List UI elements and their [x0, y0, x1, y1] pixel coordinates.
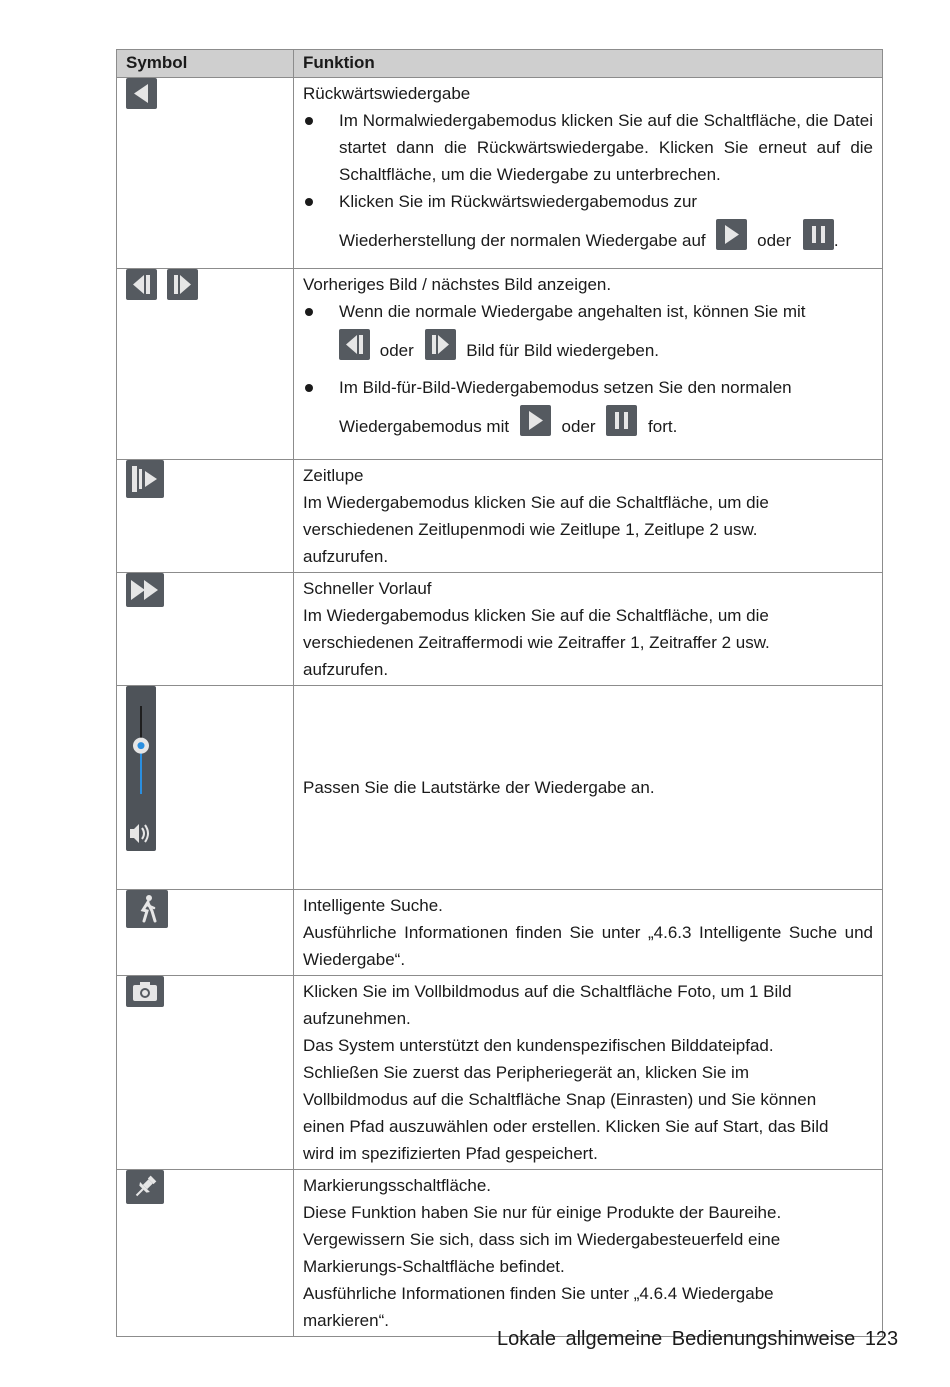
pause-icon — [606, 405, 637, 436]
row-title: Rückwärtswiedergabe — [303, 84, 471, 103]
row-title: Markierungsschaltfläche. — [303, 1176, 492, 1195]
table-row — [117, 1170, 883, 1337]
previous-frame-icon — [339, 329, 370, 360]
page-number: 123 — [864, 1328, 899, 1350]
next-frame-icon — [425, 329, 456, 360]
symbol-function-table — [116, 49, 883, 1337]
smart-search-icon — [126, 890, 168, 928]
symbol-cell — [117, 1170, 294, 1337]
list-item: Im Bild-für-Bild-Wiedergabemodus setzen Sie den normalen Wiedergabemodus mit oder fort. — [303, 374, 873, 450]
play-icon — [520, 405, 551, 436]
footer-section-title: Lokale allgemeine Bedienungshinweise — [497, 1328, 856, 1350]
symbol-cell — [117, 269, 294, 460]
symbol-cell — [117, 573, 294, 686]
symbol-cell — [117, 78, 294, 269]
table-row — [117, 78, 883, 269]
table-row — [117, 686, 883, 890]
row-title: Zeitlupe — [303, 466, 364, 485]
row-title: Schneller Vorlauf — [303, 579, 432, 598]
volume-slider-icon[interactable] — [126, 686, 156, 851]
header-function: Funktion — [294, 50, 883, 78]
function-cell — [294, 269, 883, 460]
slow-motion-icon — [126, 460, 164, 498]
fast-forward-icon — [126, 573, 164, 607]
function-cell: Passen Sie die Lautstärke der Wiedergabe an. — [294, 686, 883, 890]
list-item: Wenn die normale Wiedergabe angehalten ist, können Sie mit oder Bild für Bild wiedergeben. — [303, 298, 873, 374]
pause-icon — [803, 219, 834, 250]
header-symbol: Symbol — [117, 50, 294, 78]
list-item: Klicken Sie im Rückwärtswiedergabemodus zur Wiederherstellung der normalen Wiedergabe auf oder . — [303, 188, 873, 264]
function-cell — [294, 78, 883, 269]
camera-icon — [126, 976, 164, 1007]
pin-mark-icon — [126, 1170, 164, 1204]
function-cell: Schneller Vorlauf Im Wiedergabemodus klicken Sie auf die Schaltfläche, um die verschiedenen Zeitraffermodi wie Zeitraffer 1, Zeitraffer 2 usw. aufzurufen. — [294, 573, 883, 686]
speaker-icon — [130, 824, 148, 843]
symbol-cell — [117, 460, 294, 573]
table-row — [117, 269, 883, 460]
symbol-cell — [117, 976, 294, 1170]
row-title: Vorheriges Bild / nächstes Bild anzeigen. — [303, 275, 612, 294]
page-footer — [497, 1328, 898, 1351]
function-cell: Klicken Sie im Vollbildmodus auf die Schaltfläche Foto, um 1 Bild aufzunehmen. Das System unterstützt den kundenspezifischen Bilddateipfad. Schließen Sie zuerst das Peripheriegerät an, klicken Sie im Vollbildmodus auf die Schaltfläche Snap (Einrasten) und Sie können einen Pfad auszuwählen oder erstellen. Klicken Sie auf Start, das Bild wird im spezifizierten Pfad gespeichert. — [294, 976, 883, 1170]
table-row — [117, 460, 883, 573]
table-row — [117, 976, 883, 1170]
symbol-cell — [117, 686, 294, 890]
row-title: Intelligente Suche. — [303, 896, 443, 915]
next-frame-icon — [167, 269, 198, 300]
reverse-play-icon — [126, 78, 157, 109]
table-header-row — [117, 50, 883, 78]
table-row — [117, 573, 883, 686]
function-cell: Markierungsschaltfläche. Diese Funktion haben Sie nur für einige Produkte der Baureihe. Vergewissern Sie sich, dass sich im Wiedergabesteuerfeld eine Markierungs-Schaltfläche befindet. Ausführliche Informationen finden Sie unter „4.6.4 Wiedergabe markieren“. — [294, 1170, 883, 1337]
table-row — [117, 890, 883, 976]
function-cell: Zeitlupe Im Wiedergabemodus klicken Sie auf die Schaltfläche, um die verschiedenen Zeitlupenmodi wie Zeitlupe 1, Zeitlupe 2 usw. aufzurufen. — [294, 460, 883, 573]
symbol-cell — [117, 890, 294, 976]
function-cell: Intelligente Suche. Ausführliche Informationen finden Sie unter „4.6.3 Intelligente Suche und Wiedergabe“. — [294, 890, 883, 976]
previous-frame-icon — [126, 269, 157, 300]
list-item: Im Normalwiedergabemodus klicken Sie auf die Schaltfläche, die Datei startet dann die Rückwärtswiedergabe. Klicken Sie erneut auf die Schaltfläche, um die Wiedergabe zu unterbrechen. — [303, 107, 873, 188]
play-icon — [716, 219, 747, 250]
